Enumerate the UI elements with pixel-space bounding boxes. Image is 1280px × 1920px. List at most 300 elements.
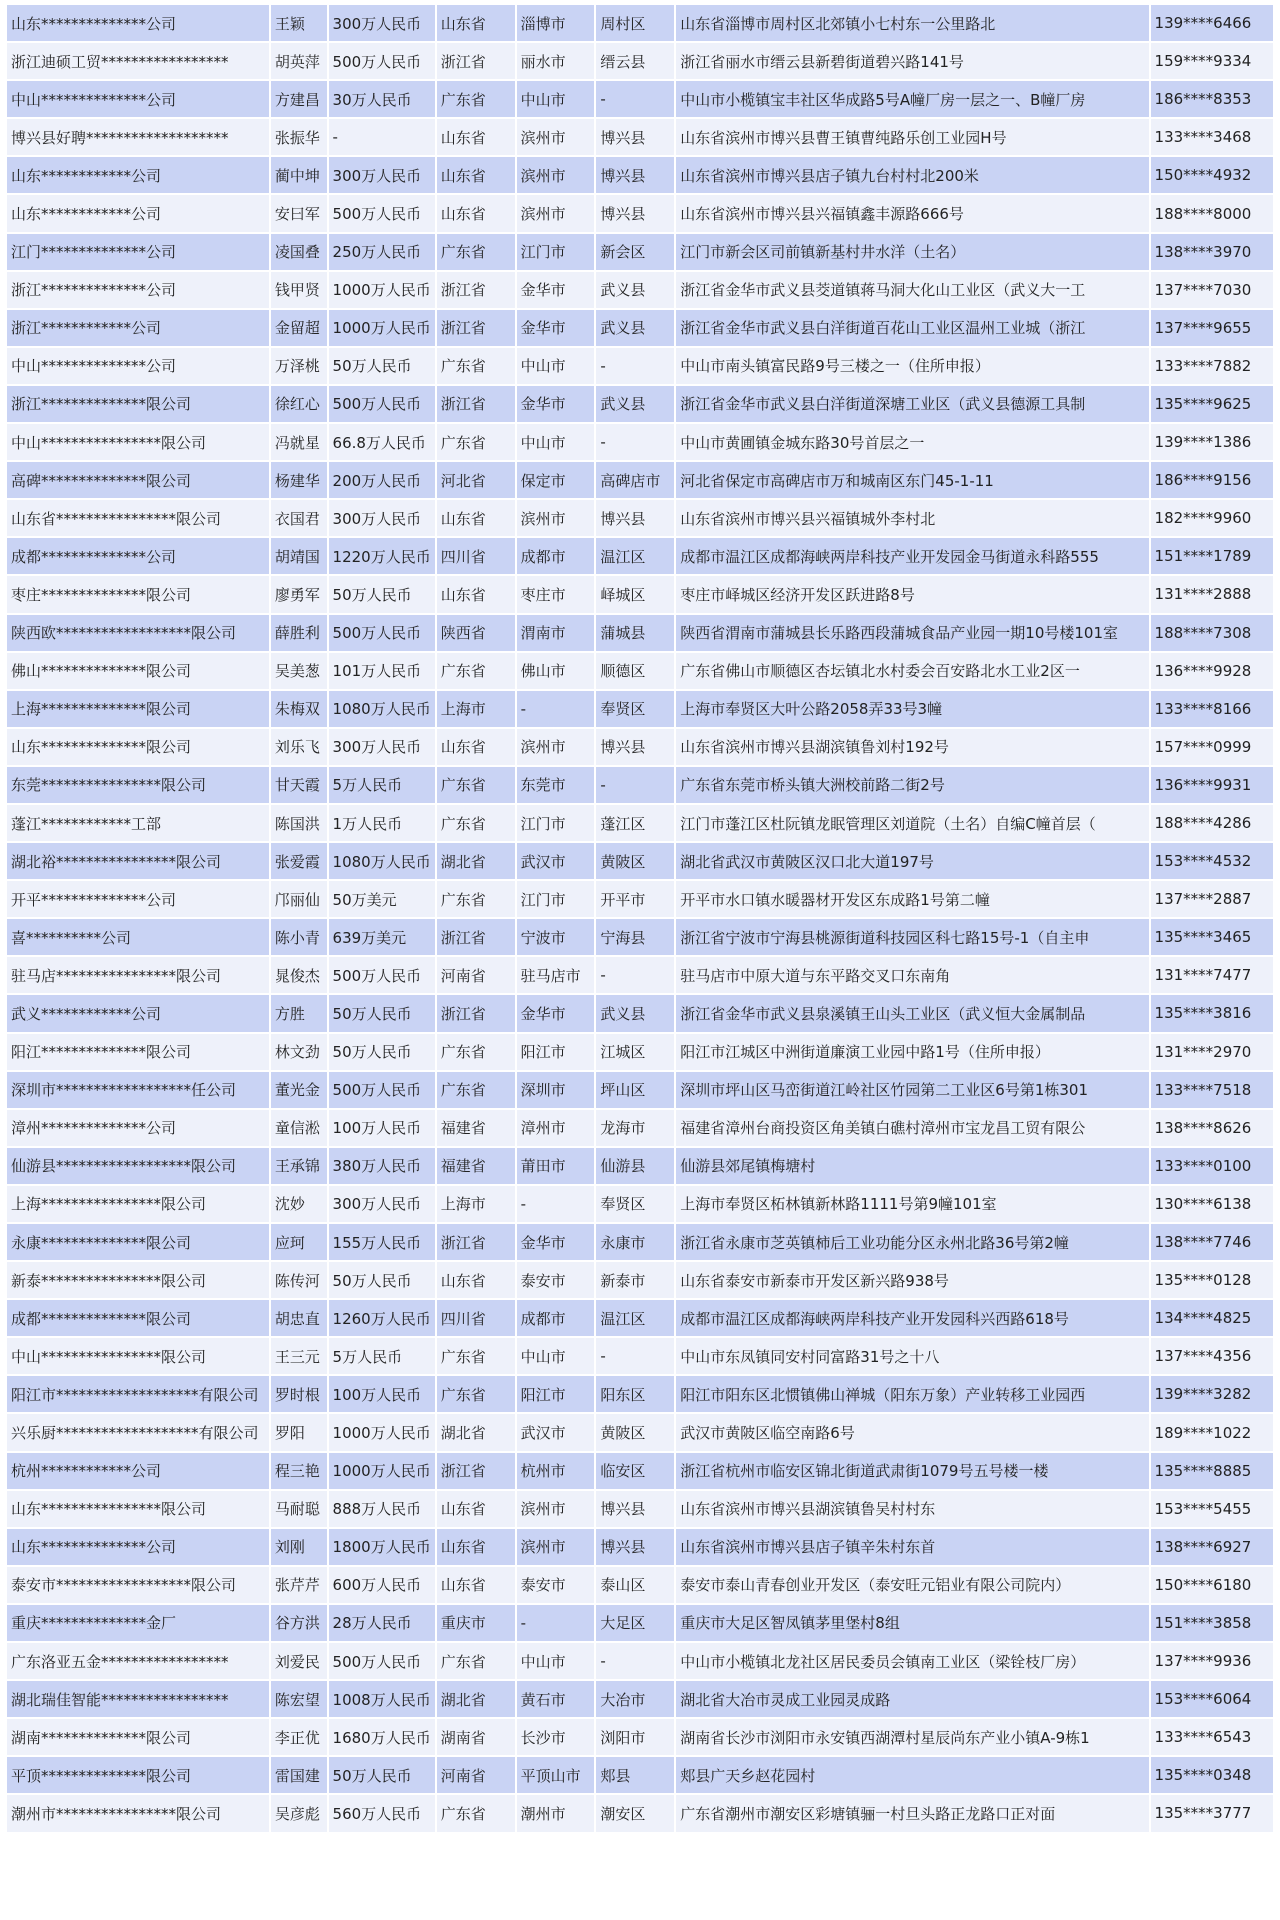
address-cell: 阳江市江城区中洲街道廉演工业园中路1号（住所申报） bbox=[676, 1034, 1148, 1070]
legal-rep-cell: 金留超 bbox=[271, 310, 327, 346]
phone-cell: 133****0100 bbox=[1151, 1148, 1273, 1184]
phone-cell: 138****6927 bbox=[1151, 1529, 1273, 1565]
district-cell: 浏阳市 bbox=[596, 1719, 674, 1755]
legal-rep-cell: 方胜 bbox=[271, 995, 327, 1031]
legal-rep-cell: 陈传河 bbox=[271, 1262, 327, 1298]
city-cell: 金华市 bbox=[517, 272, 595, 308]
company-name-cell: 仙游县******************限公司 bbox=[7, 1148, 269, 1184]
registered-capital-cell: 5万人民币 bbox=[329, 767, 435, 803]
province-cell: 上海市 bbox=[437, 691, 515, 727]
phone-cell: 133****7882 bbox=[1151, 348, 1273, 384]
legal-rep-cell: 林文劲 bbox=[271, 1034, 327, 1070]
company-name-cell: 中山**************公司 bbox=[7, 348, 269, 384]
phone-cell: 186****8353 bbox=[1151, 81, 1273, 117]
table-row bbox=[7, 805, 1273, 841]
address-cell: 成都市温江区成都海峡两岸科技产业开发园金马街道永科路555 bbox=[676, 538, 1148, 574]
province-cell: 浙江省 bbox=[437, 43, 515, 79]
company-name-cell: 湖北瑞佳智能***************** bbox=[7, 1681, 269, 1717]
district-cell: 蒲城县 bbox=[596, 615, 674, 651]
table-body bbox=[7, 5, 1273, 1832]
city-cell: 佛山市 bbox=[517, 653, 595, 689]
district-cell: 大冶市 bbox=[596, 1681, 674, 1717]
address-cell: 山东省滨州市博兴县曹王镇曹纯路乐创工业园H号 bbox=[676, 119, 1148, 155]
city-cell: 滨州市 bbox=[517, 1529, 595, 1565]
city-cell: 成都市 bbox=[517, 1300, 595, 1336]
province-cell: 浙江省 bbox=[437, 919, 515, 955]
city-cell: 中山市 bbox=[517, 1338, 595, 1374]
registered-capital-cell: 50万人民币 bbox=[329, 1262, 435, 1298]
city-cell: 江门市 bbox=[517, 881, 595, 917]
legal-rep-cell: 蔺中坤 bbox=[271, 157, 327, 193]
province-cell: 四川省 bbox=[437, 1300, 515, 1336]
legal-rep-cell: 童信淞 bbox=[271, 1110, 327, 1146]
table-row bbox=[7, 1529, 1273, 1565]
address-cell: 山东省滨州市博兴县兴福镇城外李村北 bbox=[676, 500, 1148, 536]
registered-capital-cell: 50万人民币 bbox=[329, 576, 435, 612]
phone-cell: 150****4932 bbox=[1151, 157, 1273, 193]
phone-cell: 133****6543 bbox=[1151, 1719, 1273, 1755]
table-row bbox=[7, 1605, 1273, 1641]
phone-cell: 151****3858 bbox=[1151, 1605, 1273, 1641]
city-cell: 金华市 bbox=[517, 1224, 595, 1260]
address-cell: 山东省滨州市博兴县店子镇辛朱村东首 bbox=[676, 1529, 1148, 1565]
district-cell: 武义县 bbox=[596, 310, 674, 346]
legal-rep-cell: 应珂 bbox=[271, 1224, 327, 1260]
phone-cell: 134****4825 bbox=[1151, 1300, 1273, 1336]
company-name-cell: 高碑**************限公司 bbox=[7, 462, 269, 498]
address-cell: 中山市东凤镇同安村同富路31号之十八 bbox=[676, 1338, 1148, 1374]
company-name-cell: 泰安市******************限公司 bbox=[7, 1567, 269, 1603]
legal-rep-cell: 吴彦彪 bbox=[271, 1795, 327, 1831]
province-cell: 广东省 bbox=[437, 424, 515, 460]
legal-rep-cell: 陈宏望 bbox=[271, 1681, 327, 1717]
district-cell: 蓬江区 bbox=[596, 805, 674, 841]
district-cell: 郏县 bbox=[596, 1757, 674, 1793]
company-name-cell: 山东************公司 bbox=[7, 195, 269, 231]
registered-capital-cell: 155万人民币 bbox=[329, 1224, 435, 1260]
city-cell: 阳江市 bbox=[517, 1034, 595, 1070]
registered-capital-cell: 500万人民币 bbox=[329, 1643, 435, 1679]
company-name-cell: 漳州**************公司 bbox=[7, 1110, 269, 1146]
legal-rep-cell: 胡英萍 bbox=[271, 43, 327, 79]
province-cell: 山东省 bbox=[437, 5, 515, 41]
table-row bbox=[7, 729, 1273, 765]
district-cell: 高碑店市 bbox=[596, 462, 674, 498]
district-cell: 武义县 bbox=[596, 386, 674, 422]
district-cell: 武义县 bbox=[596, 995, 674, 1031]
phone-cell: 139****6466 bbox=[1151, 5, 1273, 41]
company-name-cell: 喜**********公司 bbox=[7, 919, 269, 955]
province-cell: 广东省 bbox=[437, 81, 515, 117]
province-cell: 山东省 bbox=[437, 576, 515, 612]
phone-cell: 153****5455 bbox=[1151, 1491, 1273, 1527]
address-cell: 广东省佛山市顺德区杏坛镇北水村委会百安路北水工业2区一 bbox=[676, 653, 1148, 689]
legal-rep-cell: 李正优 bbox=[271, 1719, 327, 1755]
province-cell: 山东省 bbox=[437, 1262, 515, 1298]
phone-cell: 131****2888 bbox=[1151, 576, 1273, 612]
table-row bbox=[7, 1757, 1273, 1793]
legal-rep-cell: 方建昌 bbox=[271, 81, 327, 117]
table-row bbox=[7, 1643, 1273, 1679]
district-cell: 博兴县 bbox=[596, 500, 674, 536]
address-cell: 陕西省渭南市蒲城县长乐路西段蒲城食品产业园一期10号楼101室 bbox=[676, 615, 1148, 651]
phone-cell: 139****3282 bbox=[1151, 1376, 1273, 1412]
district-cell: 峄城区 bbox=[596, 576, 674, 612]
province-cell: 上海市 bbox=[437, 1186, 515, 1222]
company-name-cell: 上海**************限公司 bbox=[7, 691, 269, 727]
registered-capital-cell: 500万人民币 bbox=[329, 386, 435, 422]
phone-cell: 133****8166 bbox=[1151, 691, 1273, 727]
legal-rep-cell: 王三元 bbox=[271, 1338, 327, 1374]
city-cell: 东莞市 bbox=[517, 767, 595, 803]
company-name-cell: 东莞****************限公司 bbox=[7, 767, 269, 803]
phone-cell: 186****9156 bbox=[1151, 462, 1273, 498]
company-name-cell: 山东**************公司 bbox=[7, 1529, 269, 1565]
company-name-cell: 驻马店****************限公司 bbox=[7, 957, 269, 993]
district-cell: 永康市 bbox=[596, 1224, 674, 1260]
province-cell: 广东省 bbox=[437, 881, 515, 917]
province-cell: 广东省 bbox=[437, 1643, 515, 1679]
registered-capital-cell: 50万美元 bbox=[329, 881, 435, 917]
district-cell: 开平市 bbox=[596, 881, 674, 917]
company-name-cell: 平顶**************限公司 bbox=[7, 1757, 269, 1793]
phone-cell: 133****7518 bbox=[1151, 1072, 1273, 1108]
table-row bbox=[7, 538, 1273, 574]
company-name-cell: 永康**************限公司 bbox=[7, 1224, 269, 1260]
phone-cell: 135****3777 bbox=[1151, 1795, 1273, 1831]
address-cell: 山东省滨州市博兴县湖滨镇鲁刘村192号 bbox=[676, 729, 1148, 765]
province-cell: 山东省 bbox=[437, 195, 515, 231]
phone-cell: 182****9960 bbox=[1151, 500, 1273, 536]
district-cell: - bbox=[596, 957, 674, 993]
district-cell: 黄陂区 bbox=[596, 843, 674, 879]
company-name-cell: 成都**************公司 bbox=[7, 538, 269, 574]
company-name-cell: 中山****************限公司 bbox=[7, 424, 269, 460]
address-cell: 广东省东莞市桥头镇大洲校前路二街2号 bbox=[676, 767, 1148, 803]
table-row bbox=[7, 957, 1273, 993]
registered-capital-cell: 560万人民币 bbox=[329, 1795, 435, 1831]
registered-capital-cell: 1680万人民币 bbox=[329, 1719, 435, 1755]
province-cell: 山东省 bbox=[437, 157, 515, 193]
address-cell: 湖南省长沙市浏阳市永安镇西湖潭村星辰尚东产业小镇A-9栋1 bbox=[676, 1719, 1148, 1755]
legal-rep-cell: 张芹芹 bbox=[271, 1567, 327, 1603]
address-cell: 阳江市阳东区北惯镇佛山禅城（阳东万象）产业转移工业园西 bbox=[676, 1376, 1148, 1412]
legal-rep-cell: 程三艳 bbox=[271, 1453, 327, 1489]
province-cell: 山东省 bbox=[437, 500, 515, 536]
company-name-cell: 阳江市*******************有限公司 bbox=[7, 1376, 269, 1412]
province-cell: 河南省 bbox=[437, 1757, 515, 1793]
table-row bbox=[7, 424, 1273, 460]
district-cell: 坪山区 bbox=[596, 1072, 674, 1108]
city-cell: 中山市 bbox=[517, 81, 595, 117]
city-cell: 滨州市 bbox=[517, 119, 595, 155]
legal-rep-cell: 冯就星 bbox=[271, 424, 327, 460]
table-row bbox=[7, 1376, 1273, 1412]
district-cell: 奉贤区 bbox=[596, 1186, 674, 1222]
table-row bbox=[7, 1148, 1273, 1184]
district-cell: 潮安区 bbox=[596, 1795, 674, 1831]
table-row bbox=[7, 1186, 1273, 1222]
table-row bbox=[7, 234, 1273, 270]
address-cell: 开平市水口镇水暖器材开发区东成路1号第二幢 bbox=[676, 881, 1148, 917]
phone-cell: 189****1022 bbox=[1151, 1414, 1273, 1450]
district-cell: - bbox=[596, 767, 674, 803]
phone-cell: 137****2887 bbox=[1151, 881, 1273, 917]
province-cell: 广东省 bbox=[437, 1338, 515, 1374]
company-name-cell: 重庆**************金厂 bbox=[7, 1605, 269, 1641]
phone-cell: 150****6180 bbox=[1151, 1567, 1273, 1603]
legal-rep-cell: 衣国君 bbox=[271, 500, 327, 536]
registered-capital-cell: 1万人民币 bbox=[329, 805, 435, 841]
registered-capital-cell: 380万人民币 bbox=[329, 1148, 435, 1184]
address-cell: 广东省潮州市潮安区彩塘镇骊一村旦头路正龙路口正对面 bbox=[676, 1795, 1148, 1831]
registered-capital-cell: 250万人民币 bbox=[329, 234, 435, 270]
district-cell: 江城区 bbox=[596, 1034, 674, 1070]
table-row bbox=[7, 272, 1273, 308]
city-cell: 中山市 bbox=[517, 424, 595, 460]
district-cell: 博兴县 bbox=[596, 1491, 674, 1527]
legal-rep-cell: 陈小青 bbox=[271, 919, 327, 955]
legal-rep-cell: 安曰军 bbox=[271, 195, 327, 231]
address-cell: 郏县广天乡赵花园村 bbox=[676, 1757, 1148, 1793]
phone-cell: 136****9931 bbox=[1151, 767, 1273, 803]
company-name-cell: 枣庄**************限公司 bbox=[7, 576, 269, 612]
city-cell: - bbox=[517, 1605, 595, 1641]
city-cell: - bbox=[517, 691, 595, 727]
company-name-cell: 中山****************限公司 bbox=[7, 1338, 269, 1374]
city-cell: 江门市 bbox=[517, 805, 595, 841]
table-row bbox=[7, 1110, 1273, 1146]
district-cell: 顺德区 bbox=[596, 653, 674, 689]
address-cell: 中山市小榄镇宝丰社区华成路5号A幢厂房一层之一、B幢厂房 bbox=[676, 81, 1148, 117]
registered-capital-cell: 1000万人民币 bbox=[329, 1414, 435, 1450]
company-name-cell: 湖北裕****************限公司 bbox=[7, 843, 269, 879]
legal-rep-cell: 万泽桃 bbox=[271, 348, 327, 384]
address-cell: 上海市奉贤区柘林镇新林路1111号第9幢101室 bbox=[676, 1186, 1148, 1222]
data-table bbox=[5, 3, 1275, 1834]
address-cell: 浙江省金华市武义县白洋街道深塘工业区（武义县德源工具制 bbox=[676, 386, 1148, 422]
address-cell: 湖北省武汉市黄陂区汉口北大道197号 bbox=[676, 843, 1148, 879]
legal-rep-cell: 雷国建 bbox=[271, 1757, 327, 1793]
province-cell: 广东省 bbox=[437, 1376, 515, 1412]
legal-rep-cell: 张振华 bbox=[271, 119, 327, 155]
table-row bbox=[7, 348, 1273, 384]
table-row bbox=[7, 500, 1273, 536]
phone-cell: 135****3816 bbox=[1151, 995, 1273, 1031]
table-row bbox=[7, 653, 1273, 689]
address-cell: 中山市南头镇富民路9号三楼之一（住所申报） bbox=[676, 348, 1148, 384]
address-cell: 泰安市泰山青春创业开发区（泰安旺元铝业有限公司院内） bbox=[676, 1567, 1148, 1603]
legal-rep-cell: 王颖 bbox=[271, 5, 327, 41]
province-cell: 广东省 bbox=[437, 1034, 515, 1070]
city-cell: 深圳市 bbox=[517, 1072, 595, 1108]
legal-rep-cell: 钱甲贤 bbox=[271, 272, 327, 308]
phone-cell: 135****0348 bbox=[1151, 1757, 1273, 1793]
phone-cell: 130****6138 bbox=[1151, 1186, 1273, 1222]
city-cell: 泰安市 bbox=[517, 1262, 595, 1298]
company-name-cell: 山东************公司 bbox=[7, 157, 269, 193]
province-cell: 广东省 bbox=[437, 1072, 515, 1108]
company-name-cell: 博兴县好聘******************* bbox=[7, 119, 269, 155]
district-cell: 武义县 bbox=[596, 272, 674, 308]
phone-cell: 138****8626 bbox=[1151, 1110, 1273, 1146]
province-cell: 广东省 bbox=[437, 653, 515, 689]
province-cell: 河北省 bbox=[437, 462, 515, 498]
district-cell: - bbox=[596, 81, 674, 117]
district-cell: 博兴县 bbox=[596, 1529, 674, 1565]
city-cell: 金华市 bbox=[517, 310, 595, 346]
city-cell: 中山市 bbox=[517, 1643, 595, 1679]
company-name-cell: 广东洛亚五金***************** bbox=[7, 1643, 269, 1679]
district-cell: 大足区 bbox=[596, 1605, 674, 1641]
address-cell: 河北省保定市高碑店市万和城南区东门45-1-11 bbox=[676, 462, 1148, 498]
company-name-cell: 深圳市******************任公司 bbox=[7, 1072, 269, 1108]
district-cell: 黄陂区 bbox=[596, 1414, 674, 1450]
company-name-cell: 兴乐厨*******************有限公司 bbox=[7, 1414, 269, 1450]
company-name-cell: 湖南**************限公司 bbox=[7, 1719, 269, 1755]
address-cell: 江门市新会区司前镇新基村井水洋（土名） bbox=[676, 234, 1148, 270]
legal-rep-cell: 杨建华 bbox=[271, 462, 327, 498]
phone-cell: 139****1386 bbox=[1151, 424, 1273, 460]
address-cell: 上海市奉贤区大叶公路2058弄33号3幢 bbox=[676, 691, 1148, 727]
table-row bbox=[7, 881, 1273, 917]
registered-capital-cell: 50万人民币 bbox=[329, 348, 435, 384]
company-name-cell: 新泰****************限公司 bbox=[7, 1262, 269, 1298]
province-cell: 广东省 bbox=[437, 1795, 515, 1831]
company-name-cell: 浙江**************公司 bbox=[7, 272, 269, 308]
phone-cell: 159****9334 bbox=[1151, 43, 1273, 79]
city-cell: 滨州市 bbox=[517, 1491, 595, 1527]
district-cell: 泰山区 bbox=[596, 1567, 674, 1603]
registered-capital-cell: 1000万人民币 bbox=[329, 272, 435, 308]
phone-cell: 137****9936 bbox=[1151, 1643, 1273, 1679]
registered-capital-cell: 66.8万人民币 bbox=[329, 424, 435, 460]
province-cell: 山东省 bbox=[437, 1491, 515, 1527]
table-row bbox=[7, 1414, 1273, 1450]
table-row bbox=[7, 1567, 1273, 1603]
table-row bbox=[7, 1224, 1273, 1260]
city-cell: 金华市 bbox=[517, 995, 595, 1031]
province-cell: 湖北省 bbox=[437, 843, 515, 879]
city-cell: 平顶山市 bbox=[517, 1757, 595, 1793]
address-cell: 浙江省永康市芝英镇柿后工业功能分区永州北路36号第2幢 bbox=[676, 1224, 1148, 1260]
district-cell: 仙游县 bbox=[596, 1148, 674, 1184]
phone-cell: 135****9625 bbox=[1151, 386, 1273, 422]
city-cell: 武汉市 bbox=[517, 843, 595, 879]
province-cell: 山东省 bbox=[437, 1529, 515, 1565]
province-cell: 陕西省 bbox=[437, 615, 515, 651]
phone-cell: 137****9655 bbox=[1151, 310, 1273, 346]
province-cell: 广东省 bbox=[437, 767, 515, 803]
district-cell: 温江区 bbox=[596, 1300, 674, 1336]
district-cell: 博兴县 bbox=[596, 157, 674, 193]
registered-capital-cell: 101万人民币 bbox=[329, 653, 435, 689]
legal-rep-cell: 朱梅双 bbox=[271, 691, 327, 727]
company-name-cell: 佛山**************限公司 bbox=[7, 653, 269, 689]
city-cell: 黄石市 bbox=[517, 1681, 595, 1717]
address-cell: 浙江省金华市武义县茭道镇蒋马洞大化山工业区（武义大一工 bbox=[676, 272, 1148, 308]
address-cell: 山东省滨州市博兴县店子镇九台村村北200米 bbox=[676, 157, 1148, 193]
registered-capital-cell: - bbox=[329, 119, 435, 155]
phone-cell: 133****3468 bbox=[1151, 119, 1273, 155]
company-name-cell: 浙江迪硕工贸***************** bbox=[7, 43, 269, 79]
province-cell: 湖南省 bbox=[437, 1719, 515, 1755]
address-cell: 山东省淄博市周村区北郊镇小七村东一公里路北 bbox=[676, 5, 1148, 41]
company-name-cell: 山东**************限公司 bbox=[7, 729, 269, 765]
company-name-cell: 山东**************公司 bbox=[7, 5, 269, 41]
address-cell: 江门市蓬江区杜阮镇龙眠管理区刘道院（土名）自编C幢首层（ bbox=[676, 805, 1148, 841]
address-cell: 浙江省金华市武义县白洋街道百花山工业区温州工业城（浙江 bbox=[676, 310, 1148, 346]
table-row bbox=[7, 1681, 1273, 1717]
legal-rep-cell: 甘天霞 bbox=[271, 767, 327, 803]
table-row bbox=[7, 1072, 1273, 1108]
phone-cell: 188****7308 bbox=[1151, 615, 1273, 651]
city-cell: 滨州市 bbox=[517, 195, 595, 231]
legal-rep-cell: 张爱霞 bbox=[271, 843, 327, 879]
city-cell: 滨州市 bbox=[517, 500, 595, 536]
registered-capital-cell: 500万人民币 bbox=[329, 615, 435, 651]
registered-capital-cell: 500万人民币 bbox=[329, 43, 435, 79]
legal-rep-cell: 吴美葱 bbox=[271, 653, 327, 689]
table-row bbox=[7, 1453, 1273, 1489]
registered-capital-cell: 200万人民币 bbox=[329, 462, 435, 498]
city-cell: - bbox=[517, 1186, 595, 1222]
province-cell: 浙江省 bbox=[437, 995, 515, 1031]
city-cell: 滨州市 bbox=[517, 157, 595, 193]
phone-cell: 153****4532 bbox=[1151, 843, 1273, 879]
registered-capital-cell: 1080万人民币 bbox=[329, 691, 435, 727]
phone-cell: 157****0999 bbox=[1151, 729, 1273, 765]
registered-capital-cell: 300万人民币 bbox=[329, 5, 435, 41]
company-name-cell: 浙江************公司 bbox=[7, 310, 269, 346]
company-name-cell: 阳江**************限公司 bbox=[7, 1034, 269, 1070]
address-cell: 浙江省金华市武义县泉溪镇王山头工业区（武义恒大金属制品 bbox=[676, 995, 1148, 1031]
address-cell: 浙江省丽水市缙云县新碧街道碧兴路141号 bbox=[676, 43, 1148, 79]
province-cell: 浙江省 bbox=[437, 1224, 515, 1260]
table-row bbox=[7, 615, 1273, 651]
company-name-cell: 上海****************限公司 bbox=[7, 1186, 269, 1222]
province-cell: 广东省 bbox=[437, 805, 515, 841]
table-row bbox=[7, 157, 1273, 193]
table-row bbox=[7, 119, 1273, 155]
registered-capital-cell: 500万人民币 bbox=[329, 957, 435, 993]
district-cell: 博兴县 bbox=[596, 195, 674, 231]
phone-cell: 188****4286 bbox=[1151, 805, 1273, 841]
table-row bbox=[7, 691, 1273, 727]
legal-rep-cell: 罗阳 bbox=[271, 1414, 327, 1450]
city-cell: 金华市 bbox=[517, 386, 595, 422]
company-name-cell: 成都**************限公司 bbox=[7, 1300, 269, 1336]
company-name-cell: 杭州************公司 bbox=[7, 1453, 269, 1489]
legal-rep-cell: 王承锦 bbox=[271, 1148, 327, 1184]
district-cell: 博兴县 bbox=[596, 119, 674, 155]
province-cell: 重庆市 bbox=[437, 1605, 515, 1641]
district-cell: 阳东区 bbox=[596, 1376, 674, 1412]
address-cell: 枣庄市峄城区经济开发区跃进路8号 bbox=[676, 576, 1148, 612]
city-cell: 成都市 bbox=[517, 538, 595, 574]
registered-capital-cell: 500万人民币 bbox=[329, 195, 435, 231]
company-name-cell: 武义************公司 bbox=[7, 995, 269, 1031]
city-cell: 淄博市 bbox=[517, 5, 595, 41]
city-cell: 阳江市 bbox=[517, 1376, 595, 1412]
phone-cell: 131****7477 bbox=[1151, 957, 1273, 993]
phone-cell: 137****4356 bbox=[1151, 1338, 1273, 1374]
city-cell: 滨州市 bbox=[517, 729, 595, 765]
district-cell: - bbox=[596, 1643, 674, 1679]
legal-rep-cell: 胡靖国 bbox=[271, 538, 327, 574]
province-cell: 浙江省 bbox=[437, 1453, 515, 1489]
registered-capital-cell: 50万人民币 bbox=[329, 1034, 435, 1070]
